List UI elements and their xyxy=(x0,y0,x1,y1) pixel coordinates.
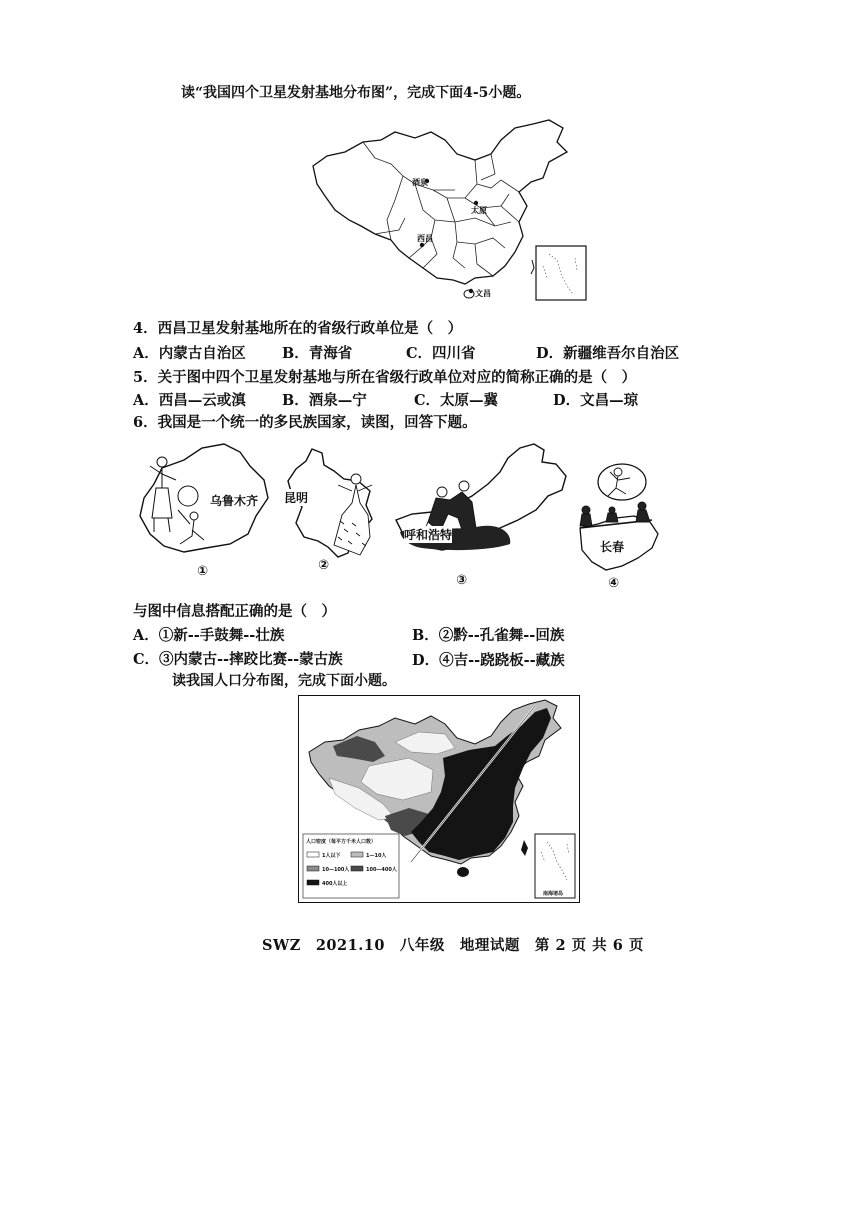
p2-number: ② xyxy=(318,558,330,573)
population-density-map xyxy=(298,695,580,903)
p2-city-kunming: 昆明 xyxy=(284,491,309,505)
panel-1-xinjiang xyxy=(132,440,272,580)
legend-item-1: 1人以下 xyxy=(322,853,341,859)
p3-city-hohhot: 呼和浩特 xyxy=(404,528,453,542)
label-wenchang: 文昌 xyxy=(475,289,491,298)
q4-option-c[interactable]: C．四川省 xyxy=(406,345,476,362)
p1-city-urumqi: 乌鲁木齐 xyxy=(210,494,259,508)
label-jiuquan: 酒泉 xyxy=(412,178,428,187)
p4-city-changchun: 长春 xyxy=(600,540,625,554)
q4-option-b[interactable]: B．青海省 xyxy=(282,345,353,362)
inner-mongolia-outline xyxy=(392,440,572,565)
q5-option-c[interactable]: C．太原—冀 xyxy=(414,392,499,409)
q4-stem: 4．西昌卫星发射基地所在的省级行政单位是（ ） xyxy=(133,320,463,337)
q5-stem: 5．关于图中四个卫星发射基地与所在省级行政单位对应的简称正确的是（ ） xyxy=(133,369,637,386)
legend-title: 人口密度（每平方千米人口数） xyxy=(306,839,377,845)
q4-option-d[interactable]: D．新疆维吾尔自治区 xyxy=(536,345,680,362)
q5-option-d[interactable]: D．文昌—琼 xyxy=(553,392,639,409)
q5-option-b[interactable]: B．酒泉—宁 xyxy=(282,392,367,409)
legend-item-4: 100—400人 xyxy=(366,867,397,873)
p4-number: ④ xyxy=(608,576,620,591)
label-taiyuan: 太原 xyxy=(471,206,487,215)
legend-item-2: 1—10人 xyxy=(366,853,387,859)
p1-number: ① xyxy=(197,564,209,579)
panel-4-jilin xyxy=(572,458,662,593)
legend-item-3: 10—100人 xyxy=(322,867,350,873)
q4-option-a[interactable]: A．内蒙古自治区 xyxy=(133,345,246,362)
intro-population-map: 读我国人口分布图，完成下面小题。 xyxy=(172,673,396,689)
q5-option-a[interactable]: A．西昌—云或滇 xyxy=(133,392,246,409)
page-footer: SWZ 2021.10 八年级 地理试题 第 2 页 共 6 页 xyxy=(262,937,644,954)
p3-number: ③ xyxy=(456,573,468,588)
legend-item-5: 400人以上 xyxy=(322,881,348,887)
q6-option-b[interactable]: B．②黔--孔雀舞--回族 xyxy=(412,627,565,644)
q6-prompt: 与图中信息搭配正确的是（ ） xyxy=(133,603,336,620)
q6-option-a[interactable]: A．①新--手鼓舞--壮族 xyxy=(133,627,285,644)
satellite-base-map xyxy=(305,118,590,304)
label-xichang: 西昌 xyxy=(417,234,433,243)
jilin-outline xyxy=(572,458,662,576)
china-outline-map xyxy=(305,118,590,304)
panel-2-yunnan xyxy=(282,445,382,575)
q6-option-d[interactable]: D．④吉--跷跷板--藏族 xyxy=(412,652,565,669)
inset-label-south-china-sea: 南海诸岛 xyxy=(543,891,564,897)
q6-option-c[interactable]: C．③内蒙古--摔跤比赛--蒙古族 xyxy=(133,651,343,668)
q6-stem: 6．我国是一个统一的多民族国家，读图，回答下题。 xyxy=(133,414,477,431)
intro-map-satellite: 读“我国四个卫星发射基地分布图”，完成下面4-5小题。 xyxy=(181,85,531,101)
panel-3-inner-mongolia xyxy=(392,440,572,590)
